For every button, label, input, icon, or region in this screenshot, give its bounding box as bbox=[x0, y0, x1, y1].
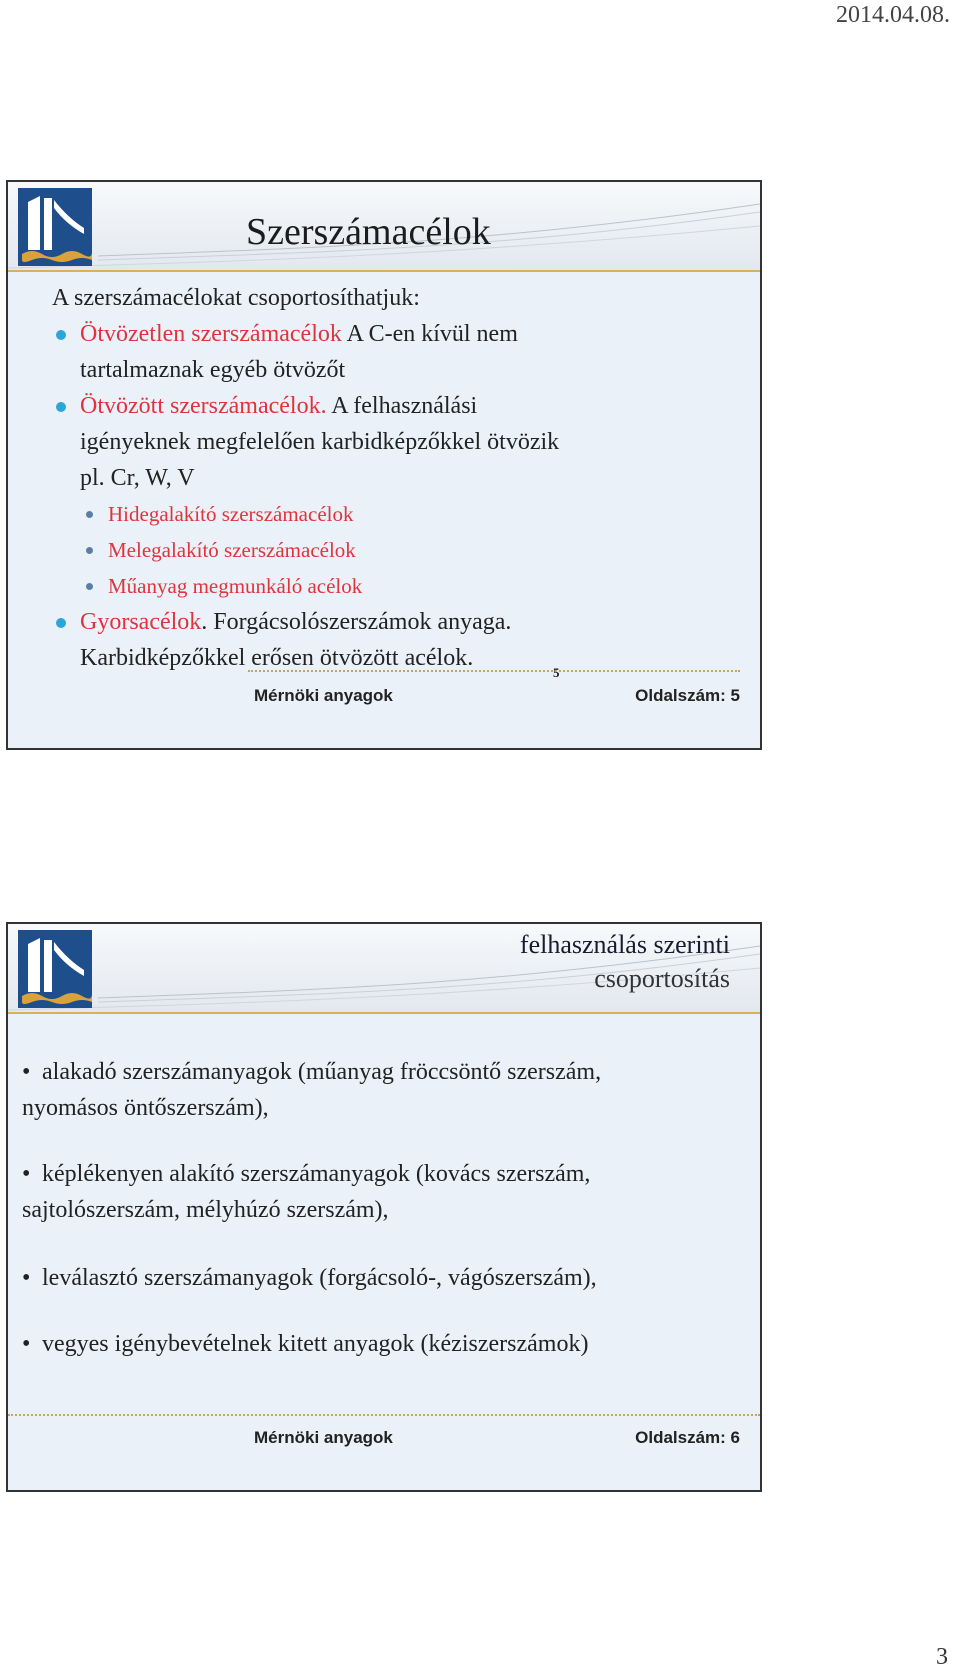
bullet-red-text: Ötvözött szerszámacélok. bbox=[80, 393, 327, 419]
intro-text: A szerszámacélokat csoportosíthatjuk: bbox=[52, 285, 420, 311]
footer-divider bbox=[8, 1414, 760, 1416]
bullet-text: . Forgácsolószerszámok anyaga. bbox=[201, 609, 512, 635]
slide-6 bbox=[6, 922, 762, 1492]
sub-bullet-item: Melegalakító szerszámacélok bbox=[52, 532, 740, 568]
footer-page-label: Oldalszám: 6 bbox=[635, 1428, 740, 1447]
bullet-continuation: igényeknek megfelelően karbidképzőkkel ötvözik bbox=[80, 429, 560, 455]
slide-body bbox=[22, 1054, 740, 1362]
slide-title-line-2: csoportosítás bbox=[594, 964, 730, 993]
bullet-item bbox=[22, 1156, 740, 1192]
bullet-item bbox=[22, 1260, 740, 1296]
slide-title-line-1: felhasználás szerinti bbox=[519, 930, 730, 959]
university-logo-icon bbox=[18, 188, 92, 266]
document-date: 2014.04.08. bbox=[836, 2, 950, 28]
bullet-text: A C-en kívül nem bbox=[346, 321, 518, 347]
slide-5 bbox=[6, 180, 762, 750]
footer-course-name: Mérnöki anyagok bbox=[254, 686, 393, 705]
bullet-text: A felhasználási bbox=[331, 393, 478, 419]
slide-title: Szerszámacélok bbox=[246, 211, 491, 253]
slide-body bbox=[52, 280, 740, 676]
sub-bullet-item: Műanyag megmunkáló acélok bbox=[52, 568, 740, 604]
bullet-text: • képlékenyen alakító szerszámanyagok (kovács szerszám, bbox=[42, 1161, 591, 1187]
bullet-item bbox=[52, 604, 740, 640]
bullet-text: • vegyes igénybevételnek kitett anyagok (kéziszerszámok) bbox=[42, 1331, 589, 1357]
bullet-continuation: tartalmaznak egyéb ötvözőt bbox=[80, 357, 346, 383]
bullet-red-text: Ötvözetlen szerszámacélok bbox=[80, 321, 342, 347]
bullet-continuation: sajtolószerszám, mélyhúzó szerszám), bbox=[22, 1197, 389, 1223]
bullet-item bbox=[52, 388, 740, 424]
bullet-text: • alakadó szerszámanyagok (műanyag fröccsöntő szerszám, bbox=[42, 1059, 602, 1085]
bullet-continuation: Karbidképzőkkel erősen ötvözött acélok. bbox=[80, 645, 474, 671]
footer-course-name: Mérnöki anyagok bbox=[254, 1428, 393, 1447]
bullet-item bbox=[52, 316, 740, 352]
sub-bullet-item: Hidegalakító szerszámacélok bbox=[52, 496, 740, 532]
bullet-text: • leválasztó szerszámanyagok (forgácsoló-, vágószerszám), bbox=[42, 1265, 597, 1291]
bullet-item bbox=[22, 1326, 740, 1362]
slide-number: 5 bbox=[553, 665, 560, 680]
page-number: 3 bbox=[936, 1644, 948, 1670]
footer-page-label: Oldalszám: 5 bbox=[635, 686, 740, 705]
bullet-continuation: pl. Cr, W, V bbox=[80, 465, 195, 491]
footer-divider bbox=[248, 670, 740, 672]
bullet-continuation: nyomásos öntőszerszám), bbox=[22, 1095, 269, 1121]
university-logo-icon bbox=[18, 930, 92, 1008]
bullet-item bbox=[22, 1054, 740, 1090]
bullet-red-text: Gyorsacélok bbox=[80, 609, 202, 635]
